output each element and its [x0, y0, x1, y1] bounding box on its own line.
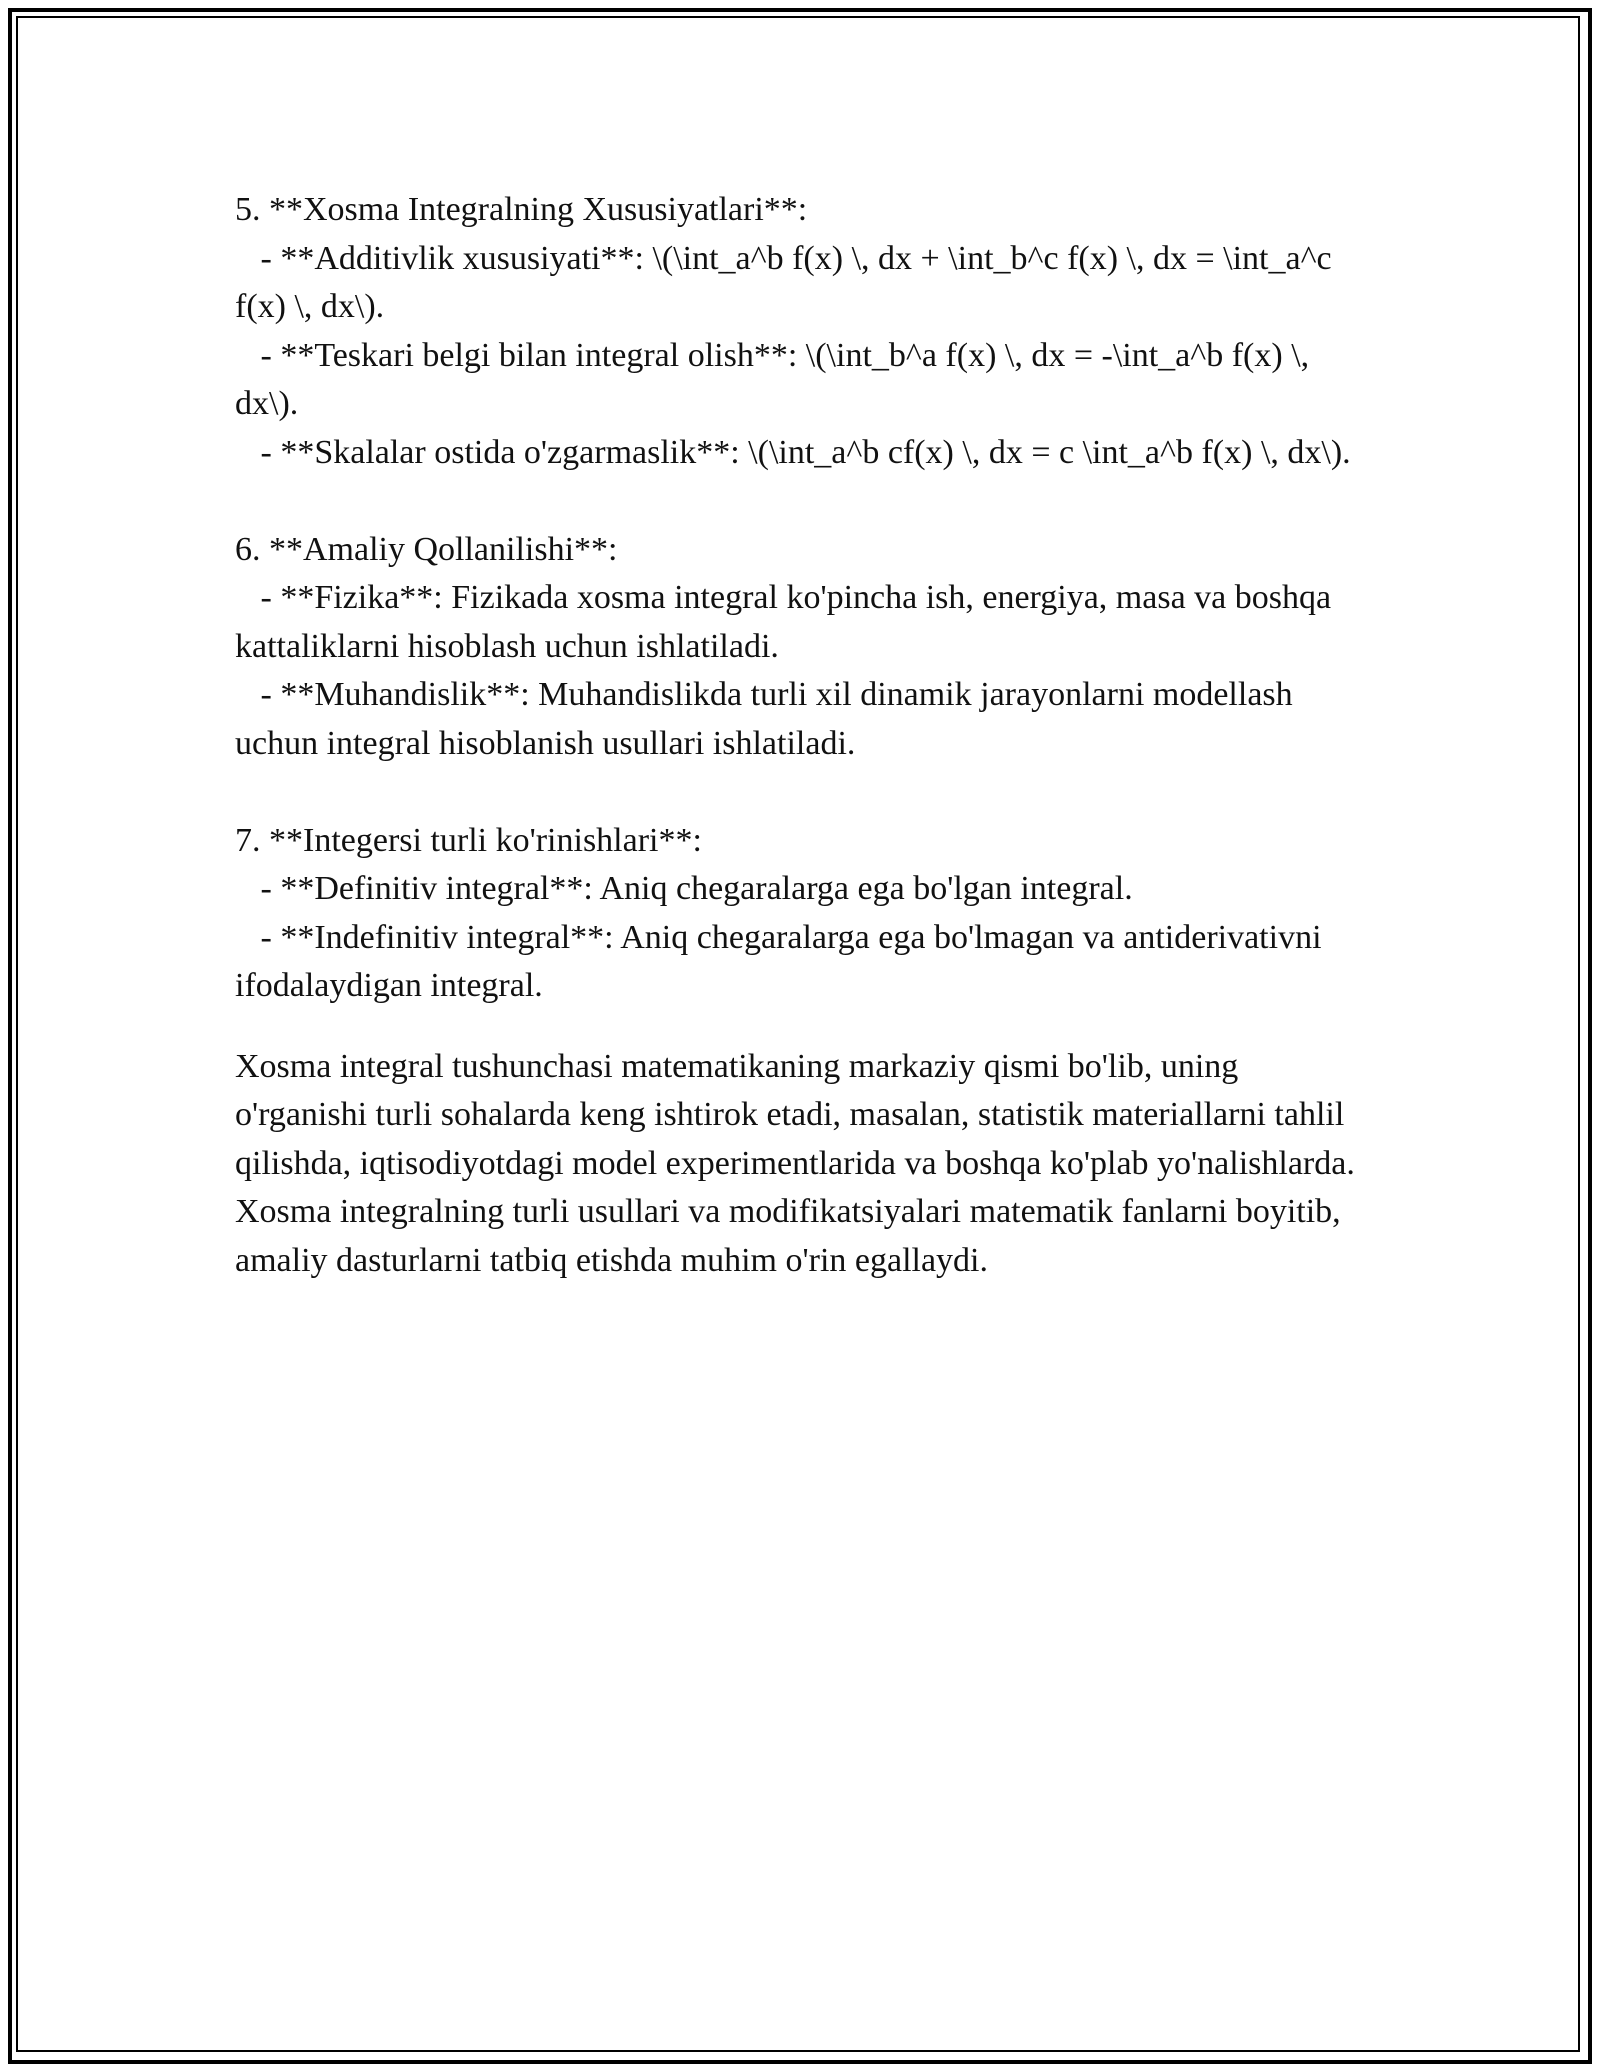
section-6-item-physics: - **Fizika**: Fizikada xosma integral ko'pincha ish, energiya, masa va boshqa kattaliklarni hisoblash uchun ishlatiladi. — [235, 579, 1340, 665]
section-7-heading: 7. **Integersi turli ko'rinishlari**: — [235, 821, 702, 859]
paragraph-spacer — [235, 1011, 1375, 1043]
section-5-item-scalar: - **Skalalar ostida o'zgarmaslik**: \(\int_a^b cf(x) \, dx = c \int_a^b f(x) \, dx\). — [235, 433, 1351, 471]
paragraph-spacer — [235, 768, 1375, 817]
section-5-heading: 5. **Xosma Integralning Xususiyatlari**: — [235, 191, 808, 228]
section-6-item-engineering: - **Muhandislik**: Muhandislikda turli xil dinamik jarayonlarni modellash uchun integral hisoblanish usullari ishlatiladi. — [235, 676, 1302, 762]
section-7-item-indefinite: - **Indefinitiv integral**: Aniq chegaralarga ega bo'lmagan va antiderivativni ifodalaydigan integral. — [235, 918, 1331, 1004]
document-body — [235, 186, 1375, 1285]
section-6-heading: 6. **Amaliy Qollanilishi**: — [235, 530, 618, 568]
section-7-item-definite: - **Definitiv integral**: Aniq chegaralarga ega bo'lgan integral. — [235, 870, 1133, 907]
section-5-item-additivity: - **Additivlik xususiyati**: \(\int_a^b f(x) \, dx + \int_b^c f(x) \, dx = \int_a^c f(x) \, dx\). — [235, 239, 1341, 325]
section-5-item-reverse-sign: - **Teskari belgi bilan integral olish**: \(\int_b^a f(x) \, dx = -\int_a^b f(x) \, dx\). — [235, 336, 1318, 422]
paragraph-spacer — [235, 477, 1375, 526]
conclusion-paragraph: Xosma integral tushunchasi matematikaning markaziy qismi bo'lib, uning o'rganishi turli sohalarda keng ishtirok etadi, masalan, statistik materiallarni tahlil qilishda, iqtisodiyotdagi model experimentlarida va boshqa ko'plab yo'nalishlarda. Xosma integralning turli usullari va modifikatsiyalari matematik fanlarni boyitib, amaliy dasturlarni tatbiq etishda muhim o'rin egallaydi. — [235, 1047, 1355, 1279]
